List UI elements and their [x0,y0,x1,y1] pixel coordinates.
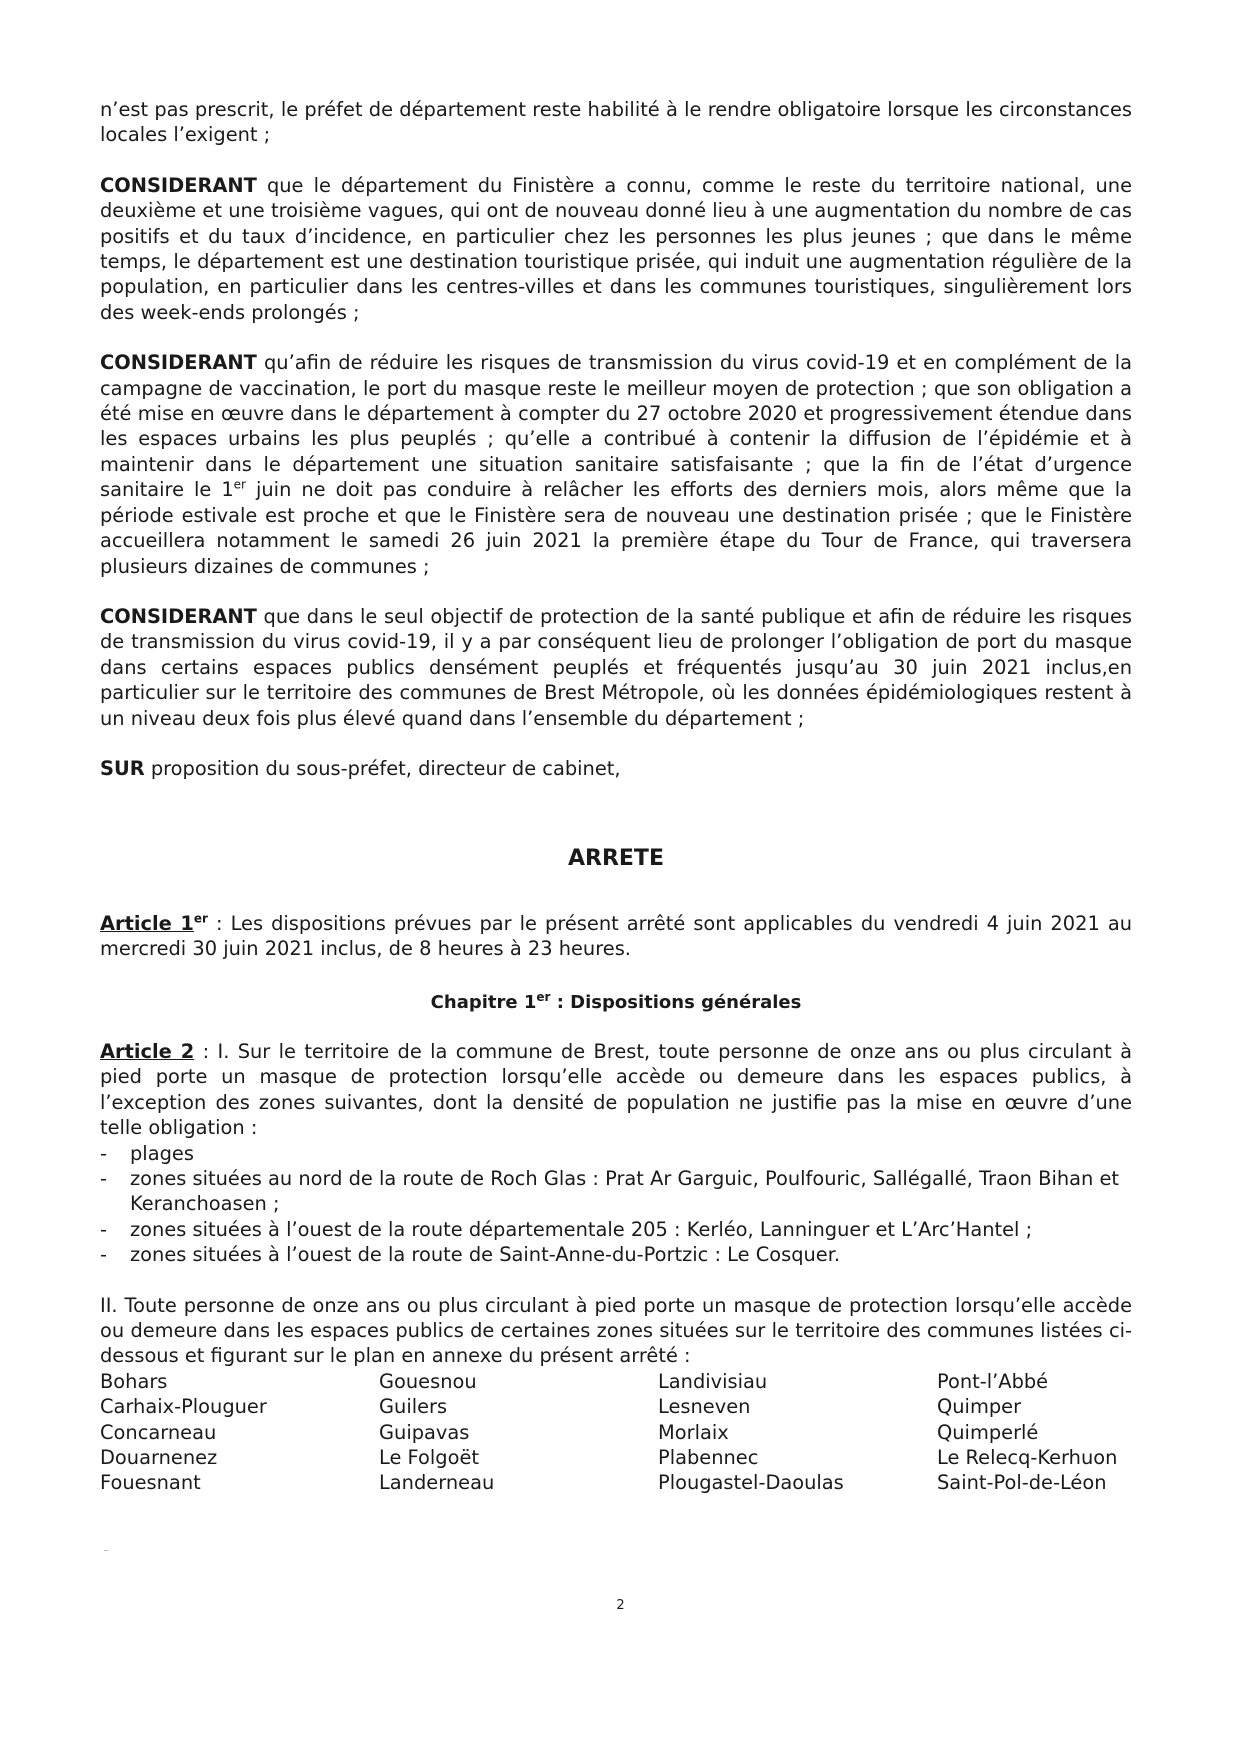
article-2 [100,1039,1132,1141]
commune: Gouesnou [379,1369,477,1393]
sur-proposition [100,756,1132,781]
communes-column [379,1369,658,1496]
commune: Guipavas [379,1420,470,1444]
considerant-text: qu’afin de réduire les risques de transmission du virus covid-19 et en complément de la campagne de vaccination, le port du masque reste le meilleur moyen de protection ; que son obligation a été mise en œuvre dans le département à compter du 27 octobre 2020 et progressivement étendue dans les espaces urbains les plus peuplés ; qu’elle a contribué à contenir la diffusion de l’épidémie et à maintenir dans le département une situation sanitaire satisfaisante ; que la fin de l’état d’urgence sanitaire le 1 [100,351,1132,502]
article-1-text: : Les dispositions prévues par le présent arrêté sont applicables du vendredi 4 juin 2021 au mercredi 30 juin 2021 inclus, de 8 heures à 23 heures. [100,911,1132,961]
exceptions-list [100,1141,1132,1268]
commune: Quimperlé [937,1420,1039,1444]
communes-column [658,1369,937,1496]
commune: Guilers [379,1395,448,1419]
commune: Le Folgoët [379,1446,479,1470]
commune: Saint-Pol-de-Léon [937,1471,1107,1495]
article-2-label: Article 2 [100,1039,195,1063]
commune: Douarnenez [100,1446,218,1470]
commune: Bohars [100,1369,168,1393]
commune: Concarneau [100,1420,217,1444]
considerant-text: que le département du Finistère a connu, comme le reste du territoire national, une deuxième et une troisième vagues, qui ont de nouveau donné lieu à une augmentation du nombre de cas positifs et du taux d’incidence, en particulier chez les personnes les plus jeunes ; que dans le même temps, le département est une destination touristique prisée, qui induit une augmentation régulière de la population, en particulier dans les centres-villes et dans les communes touristiques, singulièrement lors des week-ends prolongés ; [100,173,1132,324]
considerant-3 [100,604,1132,731]
commune: Landivisiau [658,1369,768,1393]
commune: Lesneven [658,1395,751,1419]
commune: Carhaix-Plouguer [100,1395,267,1419]
considerant-text: que dans le seul objectif de protection de la santé publique et afin de réduire les risques de transmission du virus covid-19, il y a par conséquent lieu de prolonger l’obligation de port du masque dans certains espaces publics densément peuplés et fréquentés jusqu’au 30 juin 2021 inclus,en particulier sur le territoire des communes de Brest Métropole, où les données épidémiologiques restent à un niveau deux fois plus élevé quand dans l’ensemble du département ; [100,604,1132,730]
commune: Morlaix [658,1420,729,1444]
commune: Pont-l’Abbé [937,1369,1049,1393]
list-item: - zones situées à l’ouest de la route de Saint-Anne-du-Portzic : Le Cosquer. [100,1242,1132,1267]
commune: Plougastel-Daoulas [658,1471,844,1495]
communes-list [100,1369,1132,1496]
considerant-keyword: CONSIDERANT [100,604,257,628]
article-1 [100,911,1132,962]
commune: Landerneau [379,1471,495,1495]
superscript: er [193,911,208,926]
considerant-keyword: CONSIDERANT [100,173,257,197]
commune: Le Relecq-Kerhuon [937,1446,1118,1470]
list-item: - plages [100,1141,1132,1166]
decree-title: ARRETE [568,846,664,872]
list-item: - zones situées à l’ouest de la route départementale 205 : Kerléo, Lanninguer et L’Arc’Hantel ; [100,1217,1132,1242]
page-number: 2 [616,1598,625,1613]
article-1-label: Article 1 [100,911,194,935]
commune: Fouesnant [100,1471,201,1495]
considerant-keyword: CONSIDERANT [100,351,257,375]
communes-column [937,1369,1132,1496]
chapter-text: : Dispositions générales [550,991,802,1013]
considerant-text-cont: juin ne doit pas conduire à relâcher les efforts des derniers mois, alors même que la période estivale est proche et que le Finistère sera de nouveau une destination prisée ; que le Finistère accueillera notamment le samedi 26 juin 2021 la première étape du Tour de France, qui traversera plusieurs dizaines de communes ; [100,478,1132,578]
document-page [100,97,1132,1496]
superscript: er [233,477,246,492]
superscript: er [536,989,551,1004]
sur-text: proposition du sous-préfet, directeur de cabinet, [144,756,621,780]
chapter-label: Chapitre 1 [430,991,537,1013]
intro-continuation: n’est pas prescrit, le préfet de département reste habilité à le rendre obligatoire lorsque les circonstances locales l’exigent ; [100,98,1132,147]
considerant-1 [100,173,1132,325]
commune: Plabennec [658,1446,759,1470]
sur-keyword: SUR [100,756,145,780]
considerant-2 [100,350,1132,579]
article-2-part-2: II. Toute personne de onze ans ou plus circulant à pied porte un masque de protection lorsqu’elle accède ou demeure dans les espaces publics de certaines zones situées sur le territoire des communes listées ci-dessous et figurant sur le plan en annexe du présent arrêté : [100,1293,1132,1368]
list-item: - zones situées au nord de la route de Roch Glas : Prat Ar Garguic, Poulfouric, Sallégallé, Traon Bihan et Keranchoasen ; [100,1166,1132,1217]
article-2-text: : I. Sur le territoire de la commune de Brest, toute personne de onze ans ou plus circulant à pied porte un masque de protection lorsqu’elle accède ou demeure dans les espaces publics, à l’exception des zones suivantes, dont la densité de population ne justifie pas la mise en œuvre d’une telle obligation : [100,1039,1132,1140]
communes-column [100,1369,379,1496]
scan-mark [104,1550,108,1551]
commune: Quimper [937,1395,1022,1419]
chapter-heading [100,990,1132,1015]
